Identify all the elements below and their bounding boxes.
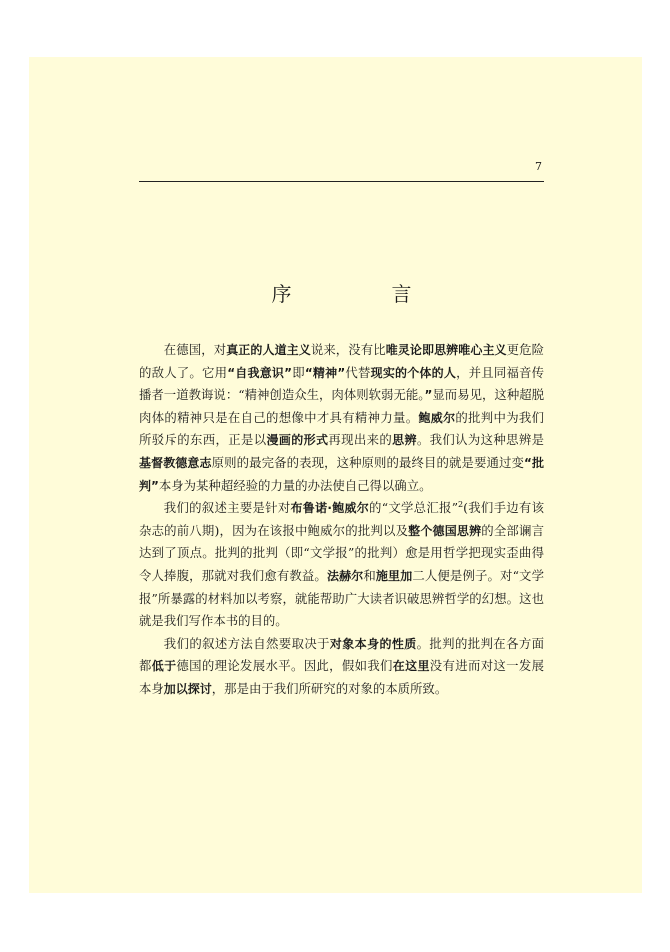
text-run: 在德国，对 — [163, 342, 227, 357]
emphasis-text: 鲍威尔 — [418, 410, 456, 425]
text-run: 。我们认为这种思辨是 — [416, 432, 545, 448]
paragraph — [139, 339, 544, 497]
page-number: 7 — [535, 160, 542, 173]
emphasis-text: 真正的人道主义 — [226, 343, 311, 357]
text-run: ，并且同福音传播者一道教诲说： — [139, 364, 545, 403]
text-run: 我们的叙述主要是针对 — [163, 500, 291, 516]
text-run: 和 — [363, 567, 376, 583]
text-run: 德国的理论发展水平。因此，假如我们 — [176, 658, 393, 674]
emphasis-text: “精神” — [304, 365, 346, 380]
emphasis-text: “自我意识” — [227, 365, 292, 380]
text-run: 说来，没有比 — [310, 342, 386, 357]
emphasis-text: “批判” — [139, 455, 544, 493]
text-run: 的“文学总汇报” — [369, 500, 459, 516]
text-run: 没有进而对这一发展本身 — [139, 658, 545, 696]
emphasis-text: 布鲁诺·鲍威尔 — [290, 501, 370, 516]
text-run: 即 — [292, 364, 305, 380]
emphasis-text: 漫画的形式 — [266, 433, 329, 448]
emphasis-text: 低于 — [151, 659, 177, 674]
text-run: (我们手边有该杂志的前八期)，因为在该报中鲍威尔的批判以及 — [139, 500, 544, 538]
body-text — [139, 339, 544, 701]
emphasis-text: 现实的个体的人 — [370, 365, 457, 380]
emphasis-text: 整个德国思辨 — [408, 523, 482, 538]
text-run: 代替 — [345, 364, 371, 380]
text-run: 。批判的批判在各方面都 — [139, 635, 545, 674]
footnote-marker: 2 — [458, 500, 464, 510]
text-run: 二人便是例子。对“文学报”所暴露的材料加以考察，就能帮助广大读者识破思辨哲学的幻想。这也就是我们写作本书的目的。 — [139, 567, 544, 629]
emphasis-text: 思辨 — [392, 433, 417, 448]
emphasis-text: 加以探讨 — [163, 681, 212, 696]
chapter-title: 序 言 — [271, 282, 452, 306]
emphasis-text: 唯灵论即思辨唯心主义 — [385, 343, 507, 357]
emphasis-text: 法赫尔 — [326, 568, 364, 583]
emphasis-text: ” — [424, 388, 433, 403]
text-run: ，那是由于我们所研究的对象的本质所致。 — [211, 680, 448, 696]
text-run: 我们的叙述方法自然要取决于 — [163, 635, 330, 651]
text-run: 显而易见，这种超脱肉体的精神只是在自己的想像中才具有精神力量。 — [139, 387, 545, 425]
text-run: 更危险的敌人了。它用 — [139, 342, 544, 380]
text-run: 的全部谰言达到了顶点。批判的批判（即“文学报”的批判）愈是用哲学把现实歪曲得令人捧腹，那就对我们愈有教益。 — [139, 522, 544, 583]
text-run: 本身为某种超经验的力量的办法使自己得以确立。 — [158, 477, 432, 493]
text-run: “精神创造众生，肉体则软弱无能。 — [238, 387, 425, 403]
paragraph — [139, 633, 544, 701]
emphasis-text: 对象本身的性质 — [329, 636, 417, 651]
text-run: 的批判中为我们所驳斥的东西，正是以 — [139, 409, 544, 448]
emphasis-text: 基督教德意志 — [139, 455, 212, 470]
emphasis-text: 在这里 — [392, 659, 430, 674]
header-rule — [139, 181, 544, 182]
paragraph — [139, 497, 544, 633]
emphasis-text: 施里加 — [375, 568, 413, 583]
text-run: 再现出来的 — [328, 432, 393, 448]
text-run: 原则的最完备的表现，这种原则的最终目的就是要通过变 — [211, 454, 524, 470]
